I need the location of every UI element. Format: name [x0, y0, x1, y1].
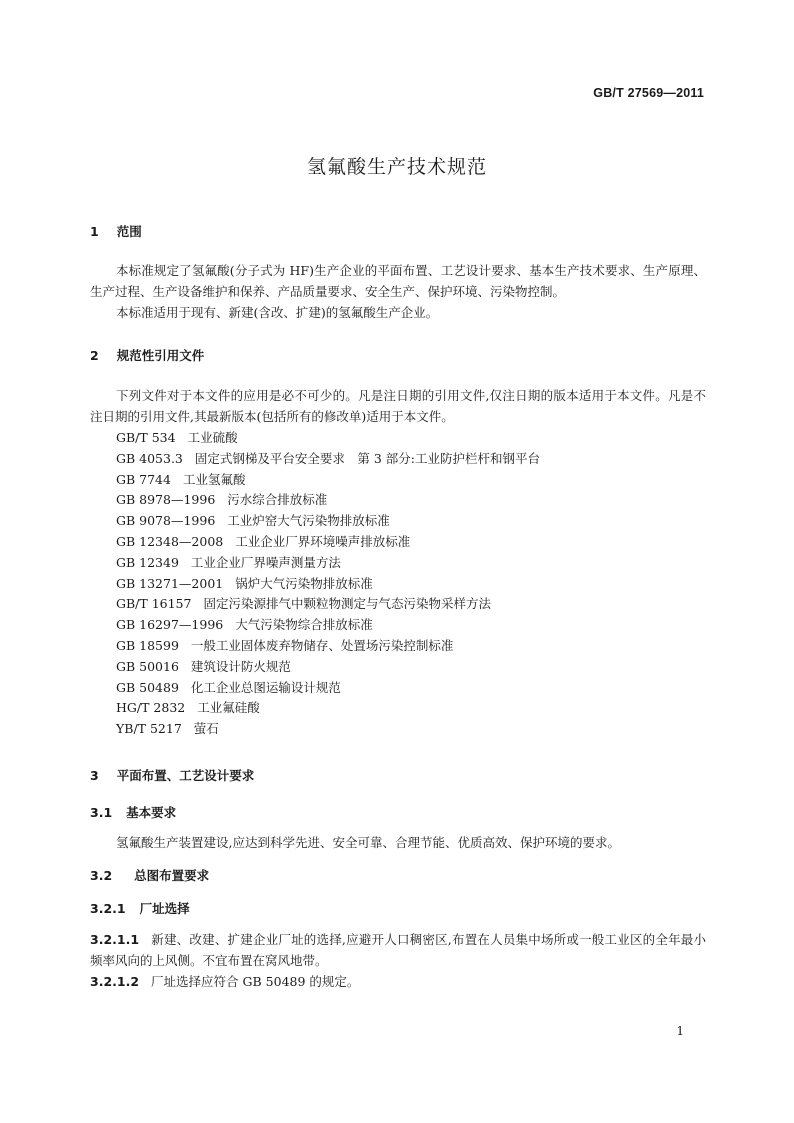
standard-number: GB/T 27569—2011	[593, 86, 704, 100]
reference-code: GB 13271—2001	[116, 575, 224, 591]
section-2-paragraph-1: 下列文件对于本文件的应用是必不可少的。凡是注日期的引用文件,仅注日期的版本适用于本文件。凡是不注日期的引用文件,其最新版本(包括所有的修改单)适用于本文件。	[90, 388, 706, 424]
normative-references-list	[116, 428, 540, 740]
reference-title: 固定污染源排气中颗粒物测定与气态污染物采样方法	[203, 596, 491, 612]
reference-title: 工业企业厂界环境噪声排放标准	[235, 533, 411, 549]
reference-item	[116, 470, 540, 491]
section-3-heading	[90, 766, 254, 784]
reference-title: 工业氢氟酸	[182, 471, 246, 487]
reference-title: 大气污染物综合排放标准	[235, 617, 373, 633]
reference-code: GB/T 534	[116, 430, 176, 445]
section-number: 3.1	[90, 805, 113, 820]
reference-item	[116, 719, 540, 740]
section-title: 范围	[116, 224, 142, 239]
section-1-paragraph-1: 本标准规定了氢氟酸(分子式为 HF)生产企业的平面布置、工艺设计要求、基本生产技术要求、生产原理、生产过程、生产设备维护和保养、产品质量要求、安全生产、保护环境、污染物控制。	[90, 263, 706, 299]
section-title: 规范性引用文件	[116, 348, 205, 363]
section-1-heading	[90, 222, 142, 240]
reference-code: GB 50489	[116, 679, 179, 695]
clause-number: 3.2.1.1	[90, 932, 140, 947]
reference-title: 一般工业固体废弃物储存、处置场污染控制标准	[190, 637, 454, 653]
reference-title: 锅炉大气污染物排放标准	[235, 575, 373, 591]
clause-3-2-1-1	[90, 929, 706, 971]
reference-title: 工业硫酸	[187, 430, 238, 445]
reference-item	[116, 698, 540, 719]
reference-code: GB 7744	[116, 471, 171, 487]
section-3-2-heading	[90, 866, 209, 884]
reference-item	[116, 449, 540, 470]
section-number: 3	[90, 768, 99, 783]
clause-number: 3.2.1.2	[90, 974, 140, 989]
section-number: 2	[90, 348, 99, 363]
reference-code: GB/T 16157	[116, 596, 192, 612]
section-title: 基本要求	[126, 805, 177, 820]
reference-title: 化工企业总图运输设计规范	[190, 679, 341, 695]
section-title: 厂址选择	[139, 901, 190, 916]
reference-item	[116, 678, 540, 699]
clause-text: 厂址选择应符合 GB 50489 的规定。	[151, 974, 360, 989]
section-title: 总图布置要求	[134, 868, 210, 883]
reference-code: GB 4053.3	[116, 450, 183, 466]
reference-item	[116, 636, 540, 657]
section-3-1-paragraph-1: 氢氟酸生产装置建设,应达到科学先进、安全可靠、合理节能、优质高效、保护环境的要求。	[116, 835, 620, 850]
reference-item	[116, 615, 540, 636]
reference-code: YB/T 5217	[116, 721, 182, 737]
section-3-1-heading	[90, 803, 176, 821]
reference-item	[116, 511, 540, 532]
reference-code: GB 50016	[116, 658, 179, 674]
reference-item	[116, 490, 540, 511]
reference-item	[116, 428, 540, 449]
reference-title: 固定式钢梯及平台安全要求 第 3 部分:工业防护栏杆和钢平台	[194, 450, 541, 466]
reference-item	[116, 574, 540, 595]
reference-code: GB 12348—2008	[116, 533, 224, 549]
reference-title: 建筑设计防火规范	[190, 658, 291, 674]
clause-3-2-1-2	[90, 971, 706, 992]
reference-code: GB 12349	[116, 554, 179, 570]
reference-code: HG/T 2832	[116, 700, 186, 716]
reference-item	[116, 594, 540, 615]
page-number: 1	[676, 1024, 684, 1038]
reference-code: GB 9078—1996	[116, 513, 216, 529]
reference-title: 工业企业厂界噪声测量方法	[190, 554, 341, 570]
reference-code: GB 18599	[116, 637, 179, 653]
section-number: 3.2	[90, 868, 113, 883]
section-1-paragraph-2: 本标准适用于现有、新建(含改、扩建)的氢氟酸生产企业。	[116, 305, 439, 320]
section-2-heading	[90, 346, 204, 364]
section-number: 1	[90, 224, 99, 239]
reference-title: 污水综合排放标准	[227, 492, 328, 508]
reference-item	[116, 553, 540, 574]
clause-text: 新建、改建、扩建企业厂址的选择,应避开人口稠密区,布置在人员集中场所或一般工业区的全年最小频率风向的上风侧。不宜布置在窝风地带。	[90, 932, 706, 968]
section-3-2-1-heading	[90, 899, 190, 917]
reference-item	[116, 657, 540, 678]
reference-code: GB 8978—1996	[116, 492, 216, 508]
reference-item	[116, 532, 540, 553]
reference-title: 工业炉窑大气污染物排放标准	[227, 513, 390, 529]
reference-code: GB 16297—1996	[116, 617, 224, 633]
reference-title: 萤石	[193, 721, 219, 737]
section-title: 平面布置、工艺设计要求	[116, 768, 255, 783]
page-title: 氢氟酸生产技术规范	[306, 156, 487, 178]
section-number: 3.2.1	[90, 901, 126, 916]
reference-title: 工业氟硅酸	[197, 700, 260, 716]
